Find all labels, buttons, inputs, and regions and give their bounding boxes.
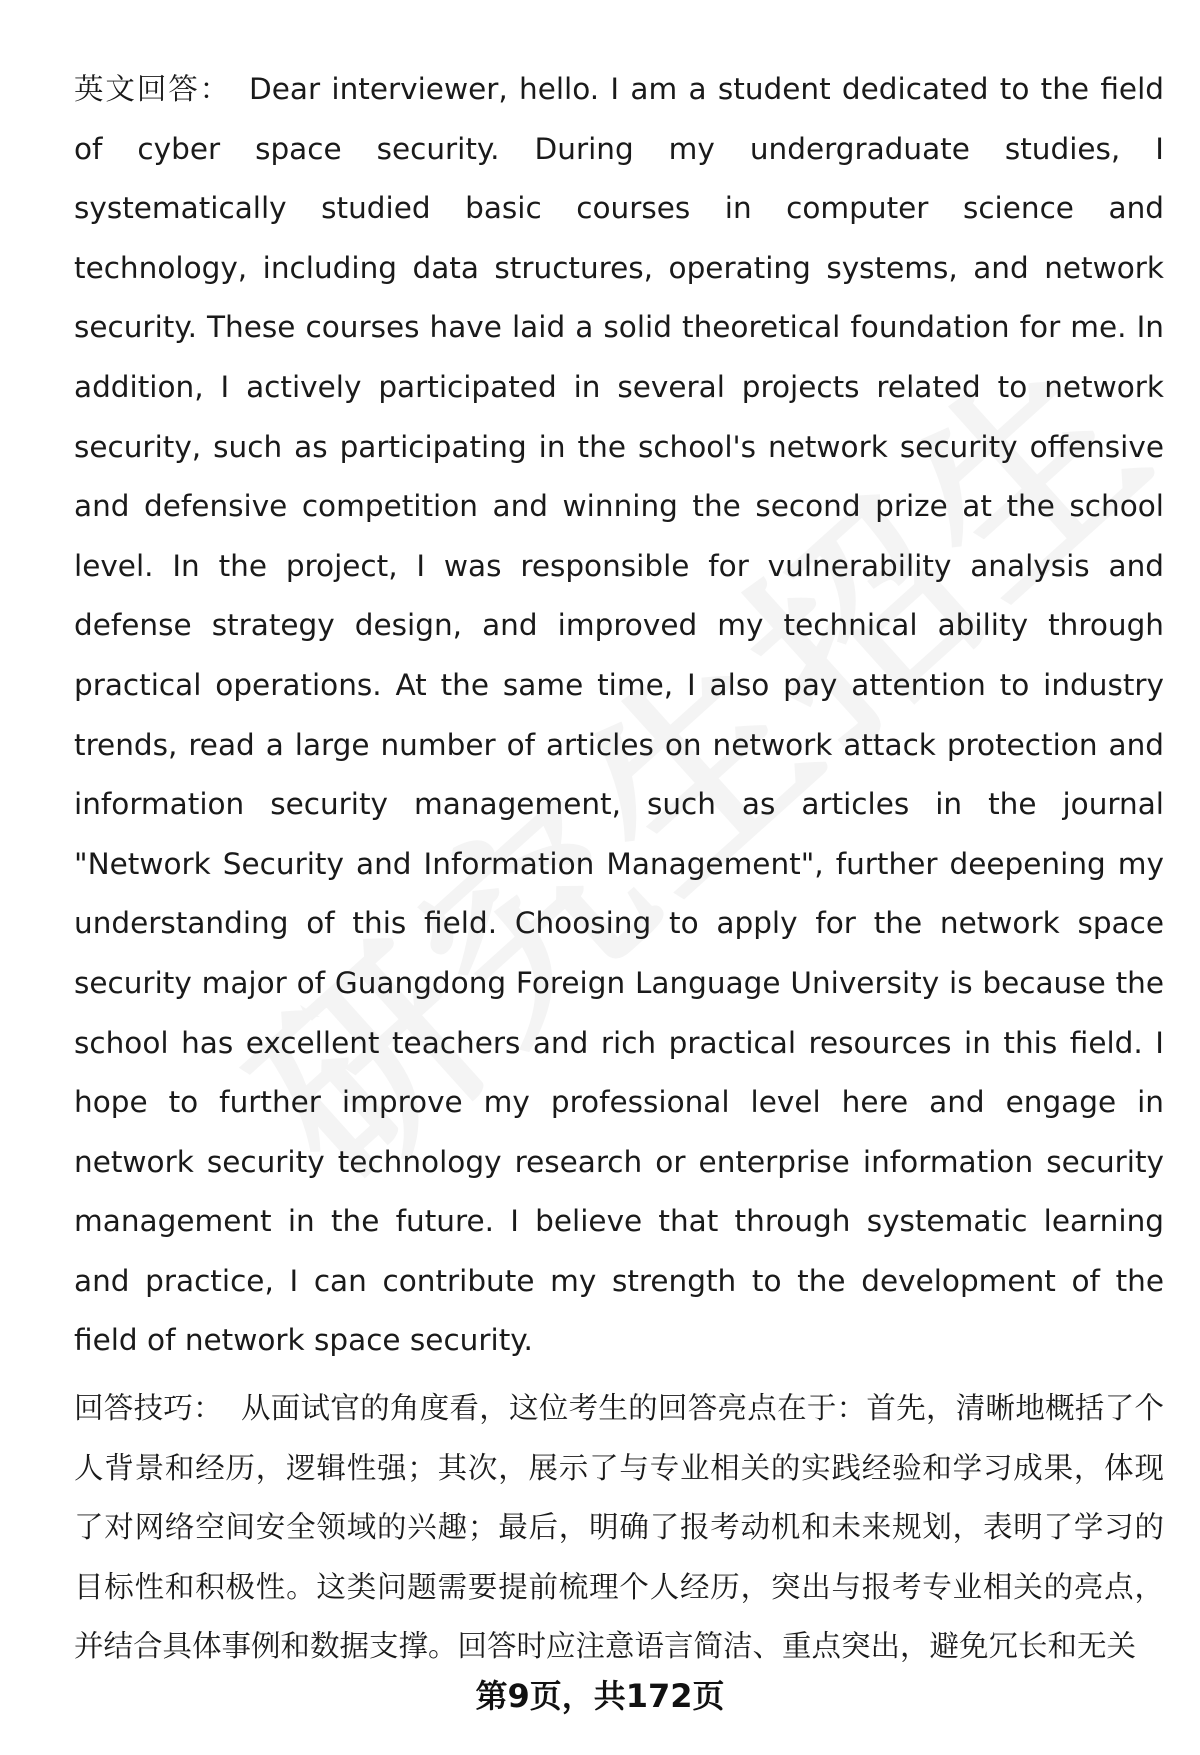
english-answer-paragraph <box>74 60 1164 1371</box>
answer-tips-text: 从面试官的角度看，这位考生的回答亮点在于：首先，清晰地概括了个人背景和经历，逻辑性强；其次，展示了与专业相关的实践经验和学习成果，体现了对网络空间安全领域的兴趣；最后，明确了报考动机和未来规划，表明了学习的目标性和积极性。这类问题需要提前梳理个人经历，突出与报考专业相关的亮点，并结合具体事例和数据支撑。回答时应注意语言简洁、重点突出，避免冗长和无关 <box>74 1391 1164 1664</box>
document-body <box>74 60 1164 1677</box>
english-answer-label: 英文回答： <box>74 72 232 106</box>
english-answer-text: Dear interviewer, hello. I am a student dedicated to the field of cyber space security. During my undergraduate studies, I systematically studied basic courses in computer science and technology, including data structures, operating systems, and network security. These courses have laid a solid theoretical foundation for me. In addition, I actively participated in several projects related to network security, such as participating in the school's network security offensive and defensive competition and winning the second prize at the school level. In the project, I was responsible for vulnerability analysis and defense strategy design, and improved my technical ability through practical operations. At the same time, I also pay attention to industry trends, read a large number of articles on network attack protection and information security management, such as articles in the journal "Network Security and Information Management", further deepening my understanding of this field. Choosing to apply for the network space security major of Guangdong Foreign Language University is because the school has excellent teachers and rich practical resources in this field. I hope to further improve my professional level here and engage in network security technology research or enterprise information security management in the future. I believe that through systematic learning and practice, I can contribute my strength to the development of the field of network space security. <box>74 72 1164 1358</box>
answer-tips-paragraph <box>74 1379 1164 1677</box>
page-number: 第9页，共172页 <box>475 1677 725 1715</box>
answer-tips-label: 回答技巧： <box>74 1391 223 1426</box>
